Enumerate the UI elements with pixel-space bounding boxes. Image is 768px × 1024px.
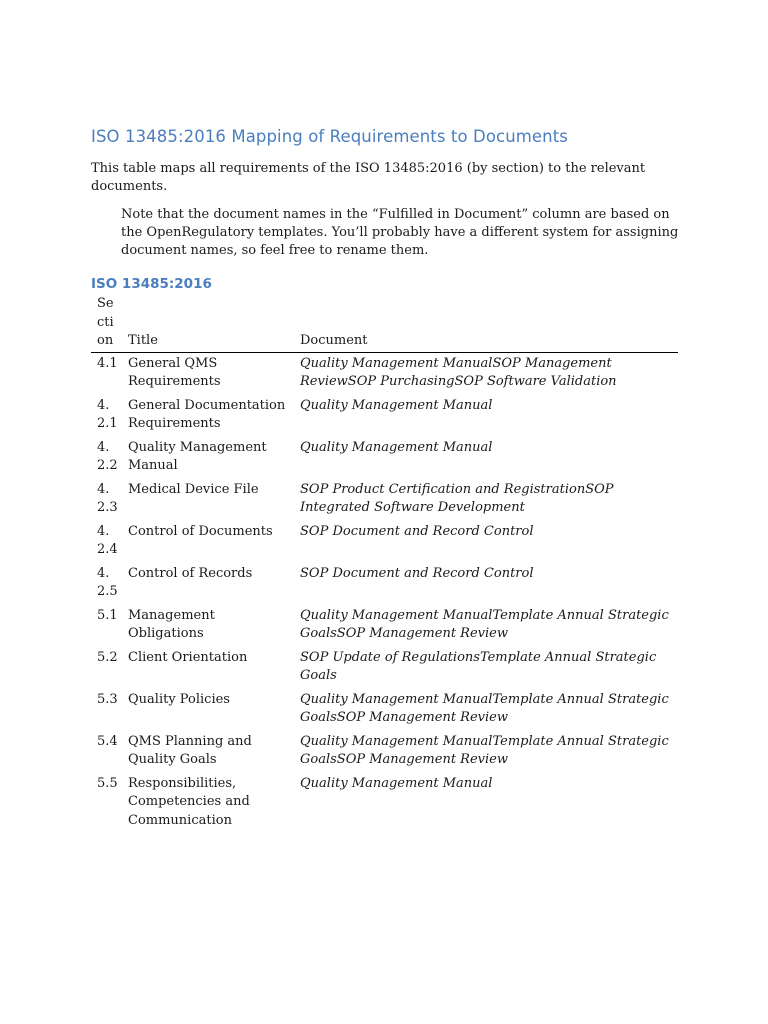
row-title: QMS Planning and Quality Goals xyxy=(128,733,252,767)
row-document: SOP Update of RegulationsTemplate Annual Strategic Goals xyxy=(300,649,657,683)
row-title: Management Obligations xyxy=(128,607,215,641)
table-row xyxy=(91,689,678,731)
row-title: Quality Policies xyxy=(128,691,230,707)
column-header-section: Section xyxy=(91,295,122,352)
table-row xyxy=(91,521,678,563)
row-title: Client Orientation xyxy=(128,649,248,665)
row-document: Quality Management Manual xyxy=(300,775,493,791)
row-document: SOP Document and Record Control xyxy=(300,565,534,581)
row-section: 4.2.2 xyxy=(97,439,118,473)
row-document: Quality Management ManualTemplate Annual Strategic GoalsSOP Management Review xyxy=(300,691,669,725)
row-title: General Documentation Requirements xyxy=(128,397,286,431)
row-section: 5.2 xyxy=(97,649,118,665)
row-title: Quality Management Manual xyxy=(128,439,267,473)
row-document: Quality Management ManualTemplate Annual Strategic GoalsSOP Management Review xyxy=(300,733,669,767)
row-document: SOP Product Certification and RegistrationSOP Integrated Software Development xyxy=(300,481,614,515)
table-header-row xyxy=(91,295,678,352)
row-title: Control of Records xyxy=(128,565,253,581)
note-paragraph: Note that the document names in the “Fulfilled in Document” column are based on the OpenRegulatory templates. You’ll probably have a different system for assigning document names, so feel free to rename them. xyxy=(121,207,679,258)
column-header-title: Title xyxy=(122,295,294,352)
table-row xyxy=(91,352,678,395)
table-row xyxy=(91,395,678,437)
table-row xyxy=(91,773,678,834)
document-page xyxy=(91,124,681,833)
row-title: General QMS Requirements xyxy=(128,355,221,389)
table-row xyxy=(91,731,678,773)
row-section: 5.4 xyxy=(97,733,118,749)
row-document: SOP Document and Record Control xyxy=(300,523,534,539)
table-row xyxy=(91,647,678,689)
row-title: Control of Documents xyxy=(128,523,273,539)
page-title: ISO 13485:2016 Mapping of Requirements to Documents xyxy=(91,127,569,146)
row-section: 4.1 xyxy=(97,355,118,371)
intro-paragraph: This table maps all requirements of the ISO 13485:2016 (by section) to the relevant documents. xyxy=(91,161,646,194)
row-document: Quality Management ManualSOP Management ReviewSOP PurchasingSOP Software Validation xyxy=(300,355,617,389)
row-section: 5.3 xyxy=(97,691,118,707)
section-heading: ISO 13485:2016 xyxy=(91,276,212,292)
table-row xyxy=(91,563,678,605)
table-row xyxy=(91,479,678,521)
row-section: 5.1 xyxy=(97,607,118,623)
row-section: 5.5 xyxy=(97,775,118,791)
table-row xyxy=(91,437,678,479)
row-section: 4.2.5 xyxy=(97,565,118,599)
requirements-table xyxy=(91,295,678,833)
row-section: 4.2.3 xyxy=(97,481,118,515)
row-title: Responsibilities, Competencies and Communication xyxy=(128,775,250,828)
table-row xyxy=(91,605,678,647)
row-document: Quality Management Manual xyxy=(300,439,493,455)
row-document: Quality Management Manual xyxy=(300,397,493,413)
row-document: Quality Management ManualTemplate Annual Strategic GoalsSOP Management Review xyxy=(300,607,669,641)
row-section: 4.2.4 xyxy=(97,523,118,557)
row-title: Medical Device File xyxy=(128,481,259,497)
row-section: 4.2.1 xyxy=(97,397,118,431)
column-header-document: Document xyxy=(294,295,678,352)
